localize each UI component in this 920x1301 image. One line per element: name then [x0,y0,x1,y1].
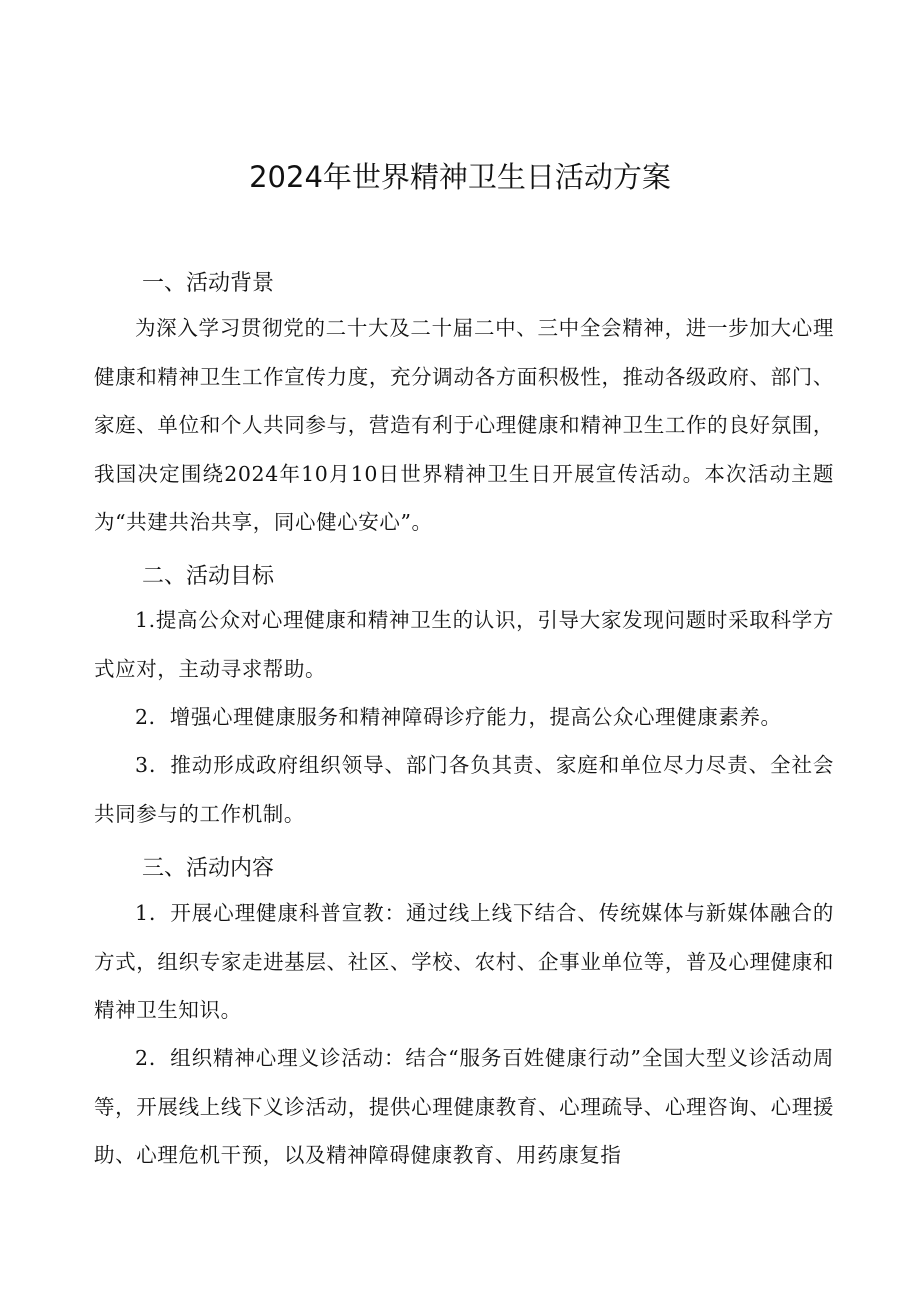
paragraph-goal-2: 2．增强心理健康服务和精神障碍诊疗能力，提高公众心理健康素养。 [135,705,782,729]
section-heading-goals: 二、活动目标 [142,564,275,589]
paragraph-background: 为深入学习贯彻党的二十大及二十届二中、三中全会精神，进一步加大心理健康和精神卫生工作宣传力度，充分调动各方面积极性，推动各级政府、部门、家庭、单位和个人共同参与，营造有利于心理健康和精神卫生工作的良好氛围，我国决定围绕2024年10月10日世界精神卫生日开展宣传活动。本次活动主题为“共建共治共享，同心健心安心”。 [94,316,834,534]
paragraph-content-2: 2．组织精神心理义诊活动：结合“服务百姓健康行动”全国大型义诊活动周等，开展线上线下义诊活动，提供心理健康教育、心理疏导、心理咨询、心理援助、心理危机干预，以及精神障碍健康教育、用药康复指 [94,1046,834,1167]
paragraph-goal-3: 3．推动形成政府组织领导、部门各负其责、家庭和单位尽力尽责、全社会共同参与的工作机制。 [94,753,834,826]
section-heading-content: 三、活动内容 [142,856,275,881]
paragraph-content-1: 1．开展心理健康科普宣教：通过线上线下结合、传统媒体与新媒体融合的方式，组织专家走进基层、社区、学校、农村、企事业单位等，普及心理健康和精神卫生知识。 [94,901,834,1022]
document-title: 2024年世界精神卫生日活动方案 [249,160,671,194]
paragraph-goal-1: 1.提高公众对心理健康和精神卫生的认识，引导大家发现问题时采取科学方式应对，主动寻求帮助。 [94,608,834,681]
section-heading-background: 一、活动背景 [142,271,275,296]
